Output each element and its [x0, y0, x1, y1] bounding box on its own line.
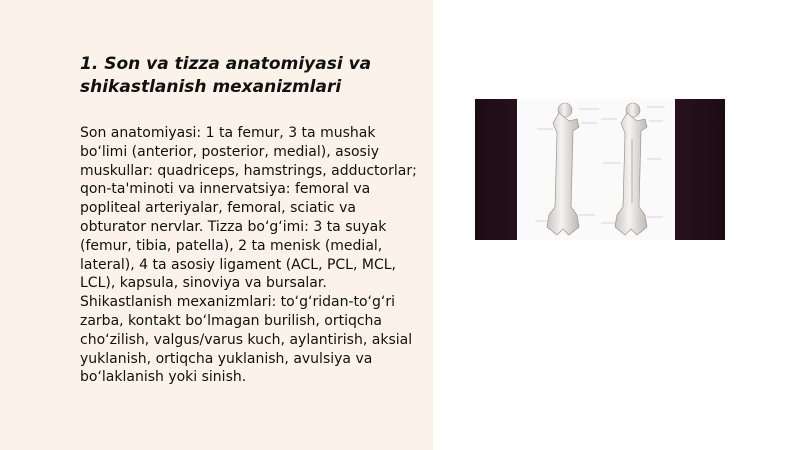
slide-title: 1. Son va tizza anatomiyasi va shikastlanish mexanizmlari [80, 54, 372, 97]
slide-body-text: Son anatomiyasi: 1 ta femur, 3 ta mushak bo‘limi (anterior, posterior, medial), asosiy muskullar: quadriceps, hamstrings, adductorlar; qon-ta'minoti va innervatsiya: femoral va popliteal arteriyalar, femoral, sciatic va obturator nervlar. Tizza bo‘g‘imi: 3 ta suyak (femur, tibia, patella), 2 ta menisk (medial, lateral), 4 ta asosiy ligament (ACL, PCL, MCL, LCL), kapsula, sinoviya va bursalar. Shikastlanish mexanizmlari: to‘g‘ridan-to‘g‘ri zarba, kontakt bo‘lmagan burilish, ortiqcha cho‘zilish, valgus/varus kuch, aylantirish, aksial yuklanish, ortiqcha yuklanish, avulsiya va bo‘laklanish yoki sinish. [80, 125, 417, 386]
femur-illustration [475, 99, 725, 240]
femur-bone-icon [475, 99, 725, 240]
